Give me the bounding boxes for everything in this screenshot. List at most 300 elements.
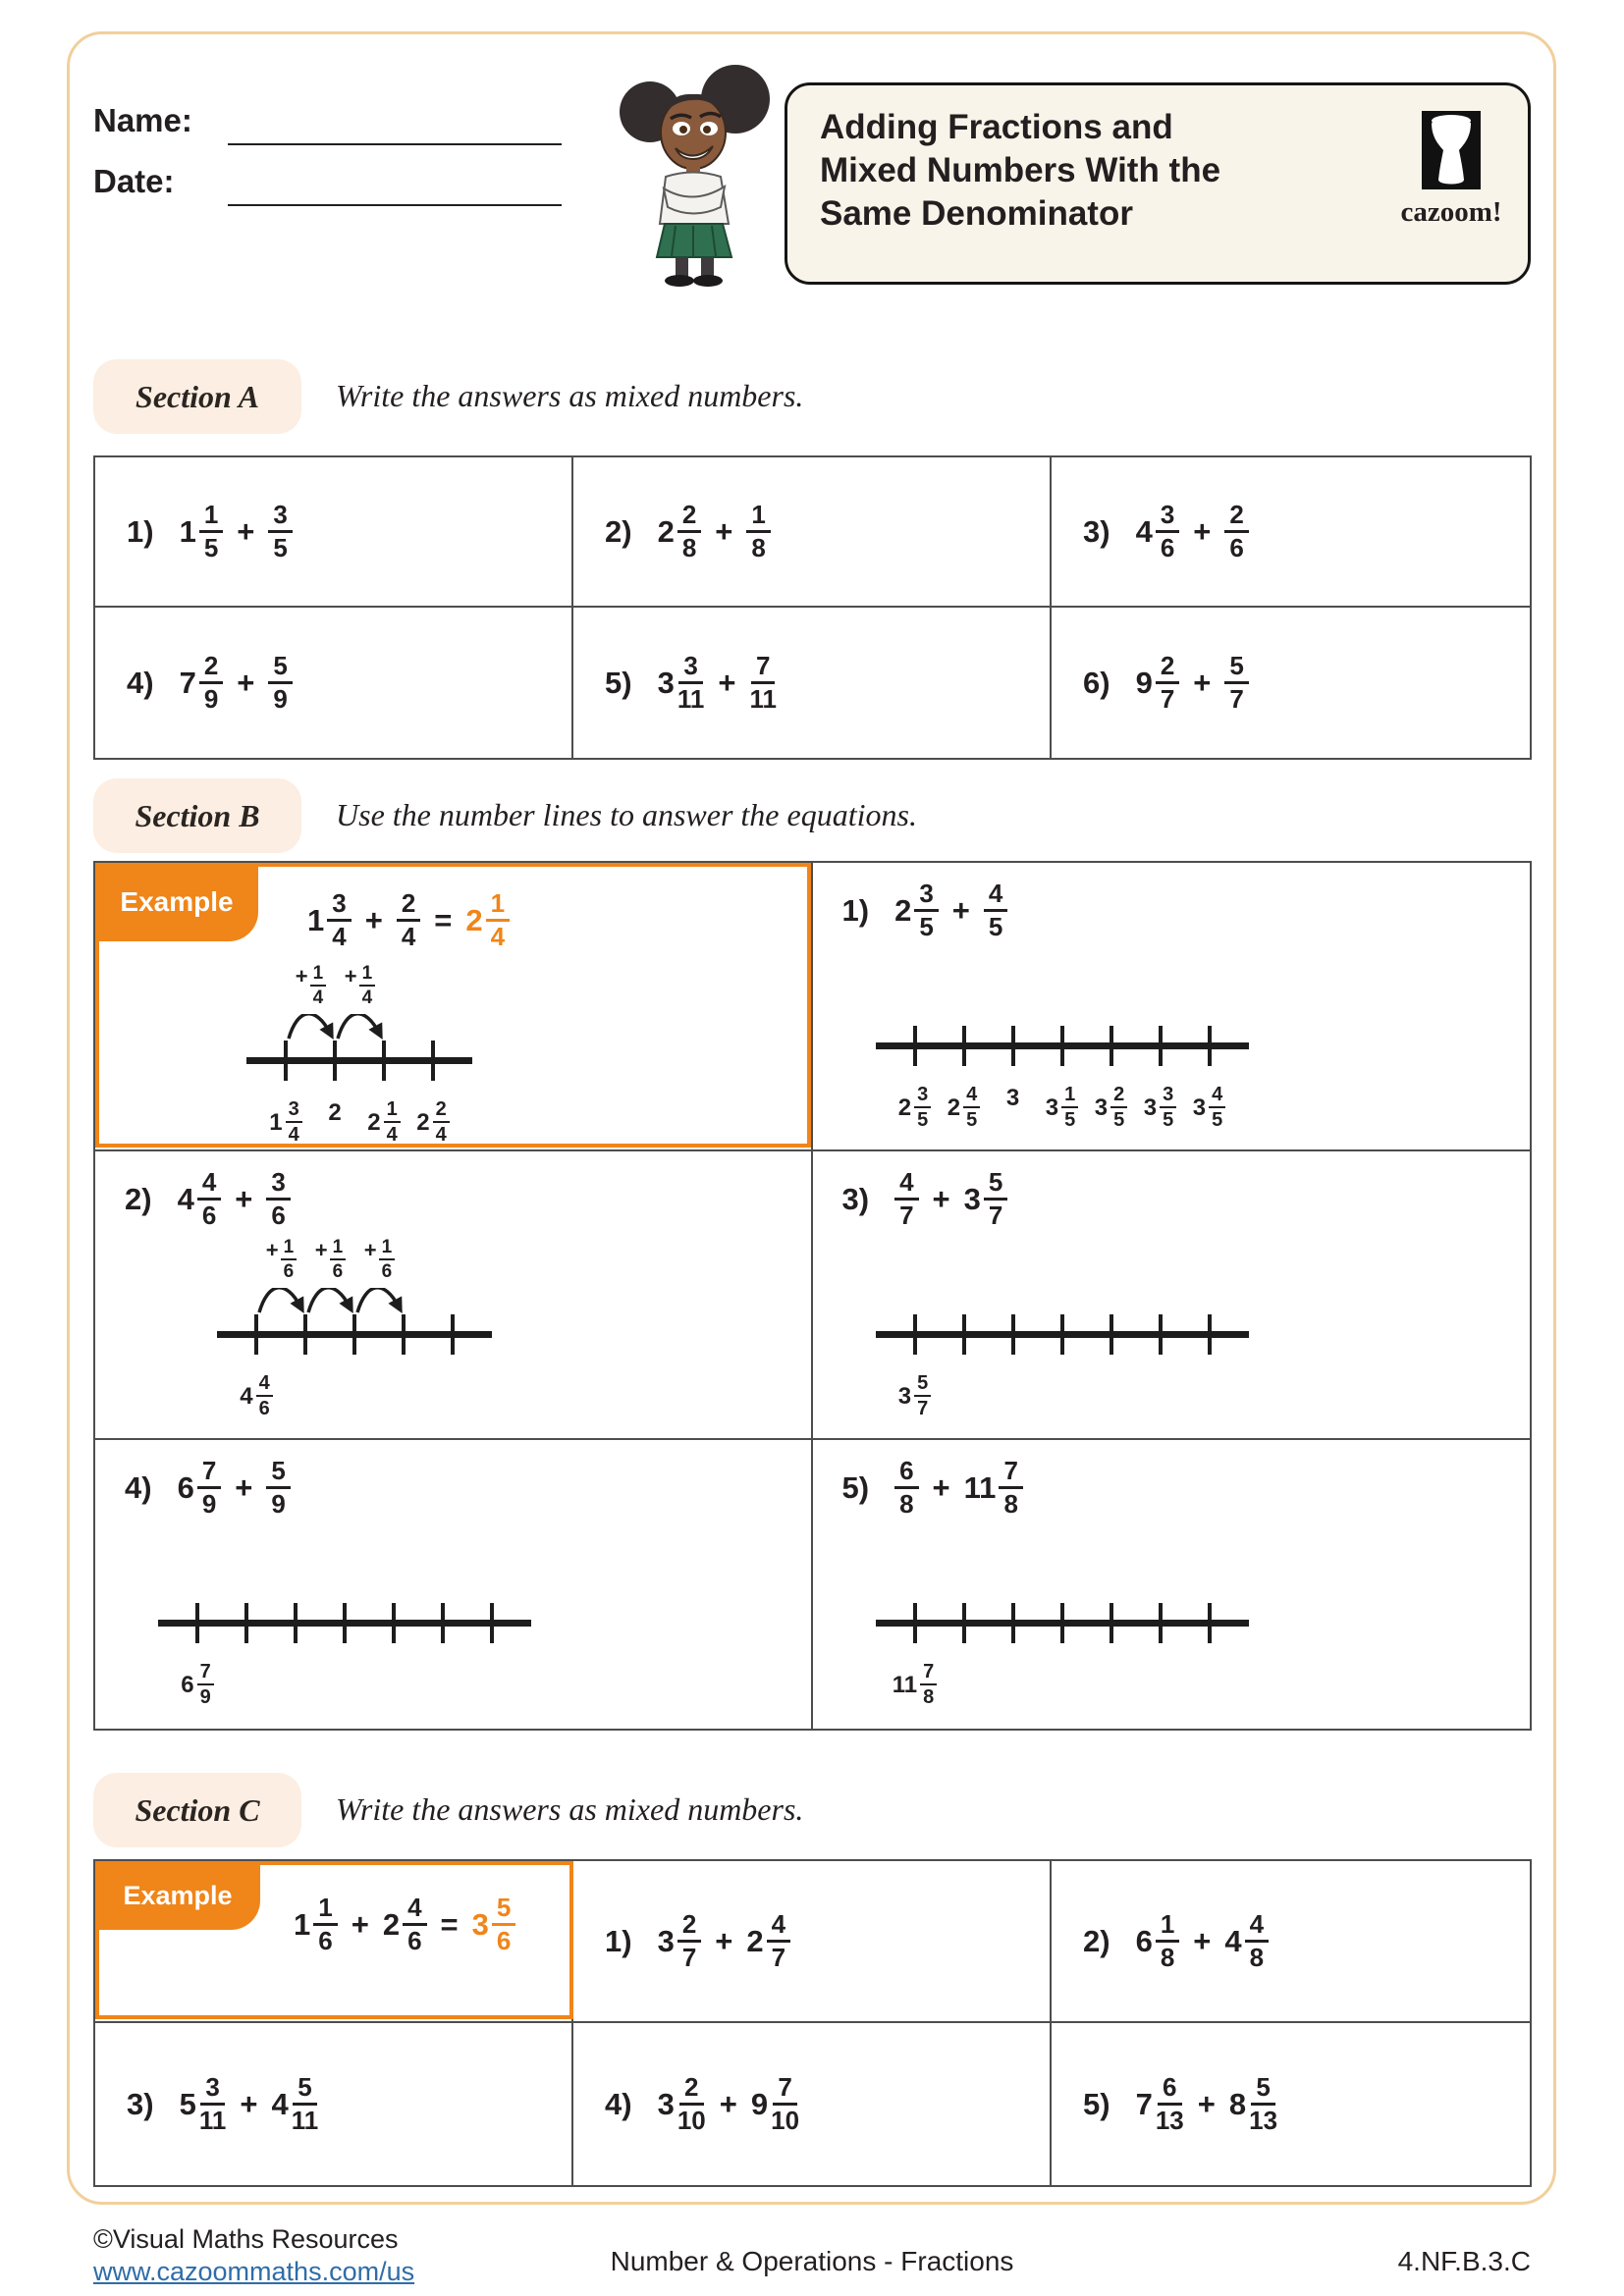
fraction-part (677, 499, 701, 562)
whole-number: 4 (1224, 1923, 1242, 1958)
number-line (874, 945, 1251, 1147)
operator: + (932, 1181, 950, 1216)
whole-number: 9 (1135, 665, 1153, 700)
fraction-part (281, 1238, 298, 1282)
denominator: 4 (288, 1124, 299, 1146)
expression (894, 1169, 1007, 1230)
tick-value-label (876, 1662, 954, 1708)
whole-number: 11 (963, 1469, 997, 1505)
problem-number: 4) (125, 1469, 152, 1505)
mixed-number (964, 1169, 1008, 1230)
problem-number: 5) (1083, 2086, 1110, 2121)
fraction-part (199, 499, 223, 562)
date-input-line[interactable] (228, 204, 562, 206)
denominator: 11 (291, 2106, 319, 2135)
fraction-part (199, 650, 223, 714)
numerator: 7 (751, 653, 775, 684)
expression (1135, 2071, 1278, 2135)
numerator: 5 (984, 1169, 1007, 1201)
integer-label: 2 (328, 1099, 342, 1126)
whole-number: 1 (269, 1108, 283, 1136)
problem-cell (95, 1861, 573, 2023)
denominator: 5 (1113, 1109, 1125, 1131)
denominator: 10 (677, 2106, 706, 2135)
whole-number: 4 (177, 1181, 194, 1216)
denominator: 9 (199, 1686, 211, 1708)
numerator: 3 (200, 2074, 224, 2106)
section-c-instruction: Write the answers as mixed numbers. (336, 1791, 804, 1827)
denominator: 7 (899, 1201, 914, 1231)
denominator: 6 (271, 1201, 286, 1231)
mixed-number (750, 2071, 800, 2135)
denominator: 8 (681, 533, 697, 562)
mixed-number (179, 650, 224, 714)
denominator: 13 (1155, 2106, 1184, 2135)
whole-number: 3 (471, 1906, 489, 1942)
denominator: 4 (361, 987, 373, 1008)
whole-number: 6 (177, 1469, 194, 1505)
mixed-number (1135, 499, 1180, 562)
numerator: 4 (1209, 1085, 1225, 1108)
denominator: 9 (201, 1489, 217, 1520)
whole-number: 2 (947, 1094, 961, 1121)
whole-number: 3 (657, 2086, 675, 2121)
fraction-part (1156, 1908, 1179, 1972)
expression (894, 881, 1007, 941)
numerator: 1 (330, 1238, 347, 1260)
operator: + (240, 2086, 258, 2121)
problem-number: 5) (605, 665, 632, 700)
denominator: 6 (201, 1201, 217, 1231)
numerator: 3 (266, 1169, 290, 1201)
mixed-number (307, 890, 352, 951)
footer-link[interactable]: www.cazoommaths.com/us (93, 2257, 415, 2286)
plus-sign: + (363, 1238, 377, 1262)
numerator: 1 (199, 502, 223, 533)
numerator: 1 (313, 1895, 337, 1926)
fraction-part (291, 2071, 319, 2135)
fraction-part (486, 890, 510, 951)
whole-number: 4 (240, 1382, 253, 1410)
numerator: 4 (963, 1085, 980, 1108)
denominator: 8 (1160, 1943, 1175, 1972)
denominator: 4 (312, 987, 324, 1008)
expression (307, 890, 510, 951)
denominator: 8 (751, 533, 766, 562)
operator: + (715, 1923, 733, 1958)
whole-number: 7 (179, 665, 196, 700)
operator: + (235, 1469, 253, 1505)
numerator: 4 (894, 1169, 918, 1201)
number-line (244, 960, 474, 1161)
denominator: 5 (917, 1109, 929, 1131)
denominator: 11 (749, 684, 777, 714)
whole-number: 5 (179, 2086, 196, 2121)
expression (657, 2071, 800, 2135)
operator: + (1193, 1923, 1212, 1958)
fraction-part (1224, 499, 1248, 562)
numerator: 7 (920, 1662, 937, 1685)
operator: + (237, 513, 255, 549)
denominator: 7 (681, 1943, 697, 1972)
tick-value-label (394, 1099, 472, 1146)
fraction-part (1249, 2071, 1278, 2135)
student-character-illustration (611, 55, 785, 287)
whole-number: 8 (1228, 2086, 1247, 2121)
cazoom-drum-icon (1422, 111, 1481, 189)
cazoom-logo-text: cazoom! (1400, 196, 1502, 228)
mixed-number (1135, 650, 1180, 714)
numerator: 5 (1251, 2074, 1274, 2106)
denominator: 5 (203, 533, 219, 562)
numerator: 4 (1245, 1911, 1269, 1943)
problem-cell (573, 457, 1052, 608)
problem-cell (573, 2023, 1052, 2185)
mixed-number (657, 650, 705, 714)
number-line-graphic (874, 999, 1251, 1078)
footer-topic: Number & Operations - Fractions (610, 2246, 1014, 2276)
denominator: 11 (677, 684, 705, 714)
denominator: 6 (496, 1926, 512, 1956)
problem-cell (95, 457, 573, 608)
arc-step-label (330, 964, 389, 1008)
numerator: 1 (1156, 1911, 1179, 1943)
fraction (268, 499, 292, 562)
problem-cell (95, 2023, 573, 2185)
number-line (874, 1522, 1251, 1724)
title-box (785, 82, 1531, 285)
mixed-number (657, 499, 702, 562)
tick-value-label (217, 1373, 296, 1419)
section-b-label: Section B (93, 778, 301, 853)
expression (1135, 1908, 1270, 1972)
numerator: 5 (293, 2074, 316, 2106)
fraction-part (197, 1662, 214, 1708)
expression (178, 1458, 291, 1519)
fraction-part (403, 1895, 426, 1955)
numerator: 6 (1158, 2074, 1181, 2106)
operator: + (951, 892, 970, 928)
cazoom-logo (1390, 111, 1512, 229)
numerator: 3 (914, 1085, 931, 1108)
fraction-part (397, 890, 420, 951)
denominator: 6 (332, 1260, 344, 1282)
denominator: 6 (407, 1926, 422, 1956)
date-label: Date: (93, 163, 175, 199)
whole-number: 3 (657, 665, 675, 700)
whole-number: 2 (657, 513, 675, 549)
numerator: 7 (773, 2074, 796, 2106)
example-box (95, 863, 811, 1148)
fraction (1224, 499, 1248, 562)
numerator: 4 (197, 1169, 221, 1201)
problem-number: 3) (841, 1181, 870, 1216)
numerator: 2 (397, 890, 420, 922)
denominator: 13 (1249, 2106, 1278, 2135)
fraction-part (492, 1895, 515, 1955)
fraction-part (310, 964, 327, 1008)
plus-sign: + (265, 1238, 279, 1262)
whole-number: 1 (294, 1906, 311, 1942)
mixed-number (1135, 2071, 1184, 2135)
fraction-part (920, 1662, 937, 1708)
problem-number: 3) (1083, 513, 1110, 549)
footer-standard-code: 4.NF.B.3.C (1397, 2246, 1531, 2276)
problem-number: 1) (841, 892, 870, 928)
fraction-part (746, 499, 770, 562)
fraction-part (1156, 499, 1179, 562)
denominator: 4 (386, 1124, 398, 1146)
problem-cell (95, 1151, 813, 1440)
section-a-instruction: Write the answers as mixed numbers. (336, 378, 804, 413)
denominator: 7 (917, 1398, 929, 1419)
whole-number: 3 (897, 1382, 912, 1410)
denominator: 6 (1160, 533, 1175, 562)
whole-number: 2 (382, 1906, 401, 1942)
denominator: 8 (899, 1489, 914, 1520)
operator: + (237, 665, 255, 700)
whole-number: 2 (894, 892, 912, 928)
number-line (156, 1522, 533, 1724)
section-b-problems-table (93, 861, 1532, 1731)
numerator: 1 (746, 502, 770, 533)
numerator: 2 (1110, 1085, 1127, 1108)
problem-header (813, 863, 1531, 941)
arc-step-label (350, 1238, 408, 1282)
fraction (359, 964, 376, 1008)
number-line-graphic (215, 1288, 494, 1366)
numerator: 5 (492, 1895, 515, 1926)
numerator: 1 (359, 964, 376, 987)
numerator: 1 (379, 1238, 396, 1260)
fraction (330, 1238, 347, 1282)
operator: + (351, 1906, 369, 1942)
fraction-part (984, 881, 1007, 941)
mixed-number (181, 1662, 213, 1708)
expression (657, 650, 777, 714)
operator: + (1193, 665, 1212, 700)
numerator: 5 (1224, 653, 1248, 684)
expression (179, 2071, 319, 2135)
problem-cell (95, 1440, 813, 1729)
whole-number: 3 (1192, 1094, 1207, 1121)
section-a-label: Section A (93, 359, 301, 434)
denominator: 6 (1229, 533, 1244, 562)
denominator: 5 (1212, 1109, 1223, 1131)
fraction-part (1155, 2071, 1184, 2135)
denominator: 7 (988, 1201, 1003, 1231)
fraction-part (359, 964, 376, 1008)
plus-sign: + (344, 964, 357, 988)
denominator: 6 (283, 1260, 295, 1282)
numerator: 3 (327, 890, 351, 922)
fraction-part (379, 1238, 396, 1282)
fraction (746, 499, 770, 562)
expression (894, 1458, 1023, 1519)
mixed-number (898, 1373, 931, 1419)
denominator: 4 (435, 1124, 447, 1146)
number-line-graphic (874, 1576, 1251, 1655)
name-input-line[interactable] (228, 143, 562, 145)
fraction-part (999, 1458, 1022, 1519)
numerator: 4 (984, 881, 1007, 912)
mixed-number (1193, 1085, 1225, 1131)
numerator: 7 (197, 1458, 221, 1489)
fraction-part (268, 650, 292, 714)
mixed-number (178, 1458, 222, 1519)
denominator: 5 (988, 912, 1003, 942)
number-line (874, 1234, 1251, 1435)
mixed-number (383, 1895, 427, 1955)
footer-copyright: ©Visual Maths Resources (93, 2224, 399, 2254)
numerator: 2 (1156, 653, 1179, 684)
denominator: 5 (1163, 1109, 1174, 1131)
denominator: 5 (919, 912, 934, 942)
operator: = (434, 902, 453, 937)
fraction-part (677, 2071, 706, 2135)
numerator: 2 (433, 1099, 450, 1123)
fraction-part (914, 881, 938, 941)
operator: + (718, 665, 736, 700)
problem-number: 5) (841, 1469, 870, 1505)
problem-number: 4) (127, 665, 154, 700)
fraction-part (749, 650, 777, 714)
fraction-part (266, 1169, 290, 1230)
denominator: 11 (198, 2106, 227, 2135)
problem-cell (95, 863, 813, 1151)
expression (179, 650, 293, 714)
fraction (894, 1458, 918, 1519)
operator: + (715, 513, 733, 549)
numerator: 5 (266, 1458, 290, 1489)
mixed-number (657, 1908, 702, 1972)
whole-number: 6 (1135, 1923, 1153, 1958)
section-a-problems-table (93, 455, 1532, 760)
problem-cell (95, 608, 573, 758)
numerator: 4 (403, 1895, 426, 1926)
denominator: 4 (490, 922, 506, 952)
fraction (397, 890, 420, 951)
fraction-part (771, 2071, 800, 2135)
fraction (266, 1458, 290, 1519)
numerator: 3 (914, 881, 938, 912)
denominator: 5 (273, 533, 288, 562)
numerator: 7 (197, 1662, 214, 1685)
fraction-part (984, 1169, 1007, 1230)
fraction-part (1224, 650, 1248, 714)
problem-number: 2) (605, 513, 632, 549)
operator: = (440, 1906, 459, 1942)
fraction-part (1209, 1085, 1225, 1131)
whole-number: 4 (271, 2086, 289, 2121)
denominator: 8 (1003, 1489, 1018, 1520)
denominator: 4 (401, 922, 416, 952)
denominator: 6 (318, 1926, 333, 1956)
denominator: 8 (1249, 1943, 1265, 1972)
whole-number: 3 (1094, 1094, 1109, 1121)
fraction-part (197, 1458, 221, 1519)
whole-number: 4 (1135, 513, 1153, 549)
denominator: 7 (1160, 684, 1175, 714)
problem-number: 2) (1083, 1923, 1110, 1958)
fraction-part (1245, 1908, 1269, 1972)
expression (1135, 499, 1249, 562)
numerator: 3 (268, 502, 292, 533)
example-tab: Example (95, 863, 258, 941)
numerator: 3 (286, 1099, 302, 1123)
numerator: 1 (281, 1238, 298, 1260)
numerator: 4 (767, 1911, 790, 1943)
denominator: 10 (771, 2106, 800, 2135)
problem-cell (813, 1151, 1531, 1440)
denominator: 9 (273, 684, 288, 714)
numerator: 2 (677, 1911, 701, 1943)
fraction (268, 650, 292, 714)
fraction-part (197, 1169, 221, 1230)
expression (179, 499, 293, 562)
operator: + (719, 2086, 737, 2121)
whole-number: 9 (750, 2086, 769, 2121)
fraction-part (266, 1458, 290, 1519)
problem-cell (573, 1861, 1052, 2023)
operator: + (364, 902, 383, 937)
denominator: 6 (258, 1398, 270, 1419)
mixed-number (294, 1895, 338, 1955)
numerator: 1 (1061, 1085, 1078, 1108)
tick-value-label (876, 1373, 954, 1419)
whole-number: 2 (416, 1108, 430, 1136)
mixed-number (1224, 1908, 1269, 1972)
mixed-number (465, 890, 510, 951)
denominator: 4 (332, 922, 347, 952)
problem-cell (1052, 457, 1530, 608)
fraction-part (677, 1908, 701, 1972)
example-tab: Example (95, 1861, 260, 1930)
numerator: 2 (1224, 502, 1248, 533)
fraction-part (767, 1908, 790, 1972)
fraction (894, 1169, 918, 1230)
whole-number: 11 (892, 1671, 918, 1698)
numerator: 3 (1160, 1085, 1176, 1108)
fraction-part (268, 499, 292, 562)
section-c-label: Section C (93, 1773, 301, 1847)
mixed-number (894, 881, 939, 941)
numerator: 5 (268, 653, 292, 684)
name-label: Name: (93, 102, 192, 138)
problem-number: 4) (605, 2086, 632, 2121)
mixed-number (178, 1169, 222, 1230)
mixed-number (179, 499, 224, 562)
denominator: 8 (923, 1686, 935, 1708)
integer-label: 3 (1005, 1085, 1020, 1111)
whole-number: 2 (897, 1094, 912, 1121)
operator: + (235, 1181, 253, 1216)
section-c-problems-table (93, 1859, 1532, 2187)
number-line-graphic (156, 1576, 533, 1655)
problem-cell (813, 863, 1531, 1151)
numerator: 1 (486, 890, 510, 922)
fraction (749, 650, 777, 714)
mixed-number (746, 1908, 790, 1972)
fraction (310, 964, 327, 1008)
problem-cell (813, 1440, 1531, 1729)
mixed-number (416, 1099, 449, 1146)
operator: + (1193, 513, 1212, 549)
operator: + (932, 1469, 950, 1505)
worksheet-title: Adding Fractions and Mixed Numbers With the Same Denominator (820, 108, 1221, 234)
whole-number: 2 (746, 1923, 764, 1958)
mixed-number (893, 1662, 938, 1708)
